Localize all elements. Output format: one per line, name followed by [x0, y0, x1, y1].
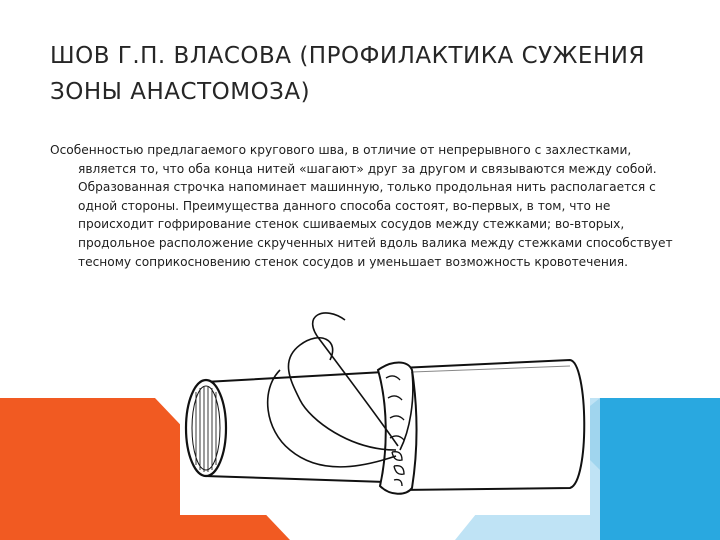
slide-title	[50, 38, 670, 110]
suture-illustration	[150, 300, 590, 515]
slide-title-line-1: ШОВ Г.П. ВЛАСОВА (ПРОФИЛАКТИКА СУЖЕНИЯ	[50, 43, 645, 69]
blue-corner-shape	[600, 398, 720, 540]
slide-body-text: Особенностью предлагаемого кругового шва, в отличие от непрерывного с захлестками, является то, что оба конца нитей «шагают» друг за другом и связываются между собой. Образованная строчка напоминает машинную, только продольная нить располагается с одной стороны. Преимущества данного способа состоят, во-первых, в том, что не происходит гофрирование стенок сшиваемых сосудов между стежками; во-вторых, продольное расположение скрученных нитей вдоль валика между стежками способствует тесному соприкосновению стенок сосудов и уменьшает возможность кровотечения.	[50, 143, 673, 269]
vessel-right-segment	[400, 360, 584, 490]
slide-title-line-2: ЗОНЫ АНАСТОМОЗА)	[50, 79, 311, 105]
